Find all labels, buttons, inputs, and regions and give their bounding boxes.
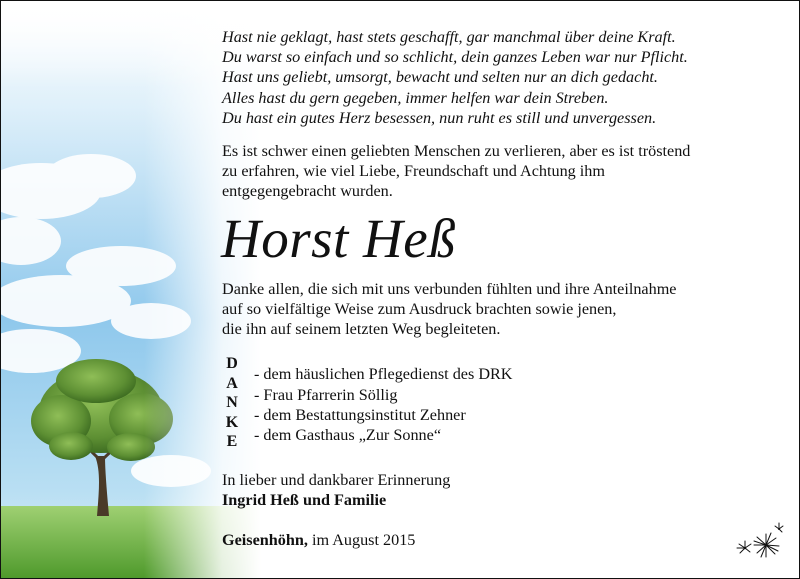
danke-block (222, 354, 787, 456)
poem-line: Du warst so einfach und so schlicht, dein ganzes Leben war nur Pflicht. (222, 48, 688, 67)
poem-line: Du hast ein gutes Herz besessen, nun ruht es still und unvergessen. (222, 108, 657, 127)
intro-paragraph (222, 141, 787, 202)
danke-item: - dem häuslichen Pflegedienst des DRK (254, 365, 513, 384)
danke-list (254, 364, 513, 446)
danke-item: - Frau Pfarrerin Söllig (254, 385, 398, 404)
danke-letter: D (226, 355, 238, 373)
danke-letter: A (226, 374, 238, 392)
danke-item: - dem Gasthaus „Zur Sonne“ (254, 426, 442, 445)
thanks-line: Danke allen, die sich mit uns verbunden fühlten und ihre Anteilnahme (222, 279, 677, 298)
danke-letter: K (225, 413, 239, 431)
place-town: Geisenhöhn, (222, 530, 308, 549)
dandelion-seeds-icon (733, 520, 785, 564)
danke-letter: N (226, 394, 238, 412)
thanks-line: die ihn auf seinem letzten Weg begleiteten. (222, 320, 501, 339)
thanks-paragraph (222, 279, 787, 340)
closing-line: In lieber und dankbarer Erinnerung (222, 471, 451, 490)
poem-line: Hast uns geliebt, umsorgt, bewacht und selten nur an dich gedacht. (222, 68, 658, 87)
poem-line: Alles hast du gern gegeben, immer helfen war dein Streben. (222, 88, 609, 107)
danke-letter: E (226, 433, 238, 451)
poem-line: Hast nie geklagt, hast stets geschafft, gar manchmal über deine Kraft. (222, 28, 676, 46)
date-text: im August 2015 (307, 530, 416, 549)
danke-item: - dem Bestattungsinstitut Zehner (254, 406, 466, 425)
deceased-name: Horst Heß (221, 207, 457, 269)
danke-vertical-word (225, 354, 239, 452)
intro-line: entgegengebracht wurden. (222, 182, 393, 201)
poem (222, 27, 787, 128)
closing (222, 470, 787, 510)
intro-line: zu erfahren, wie viel Liebe, Freundschaft und Achtung ihm (222, 162, 605, 181)
intro-line: Es ist schwer einen geliebten Menschen zu verlieren, aber es ist tröstend (222, 142, 691, 161)
place-date (222, 530, 787, 550)
signers: Ingrid Heß und Familie (222, 491, 387, 510)
thanks-line: auf so vielfältige Weise zum Ausdruck brachten sowie jenen, (222, 299, 617, 318)
obituary-text (222, 27, 787, 550)
